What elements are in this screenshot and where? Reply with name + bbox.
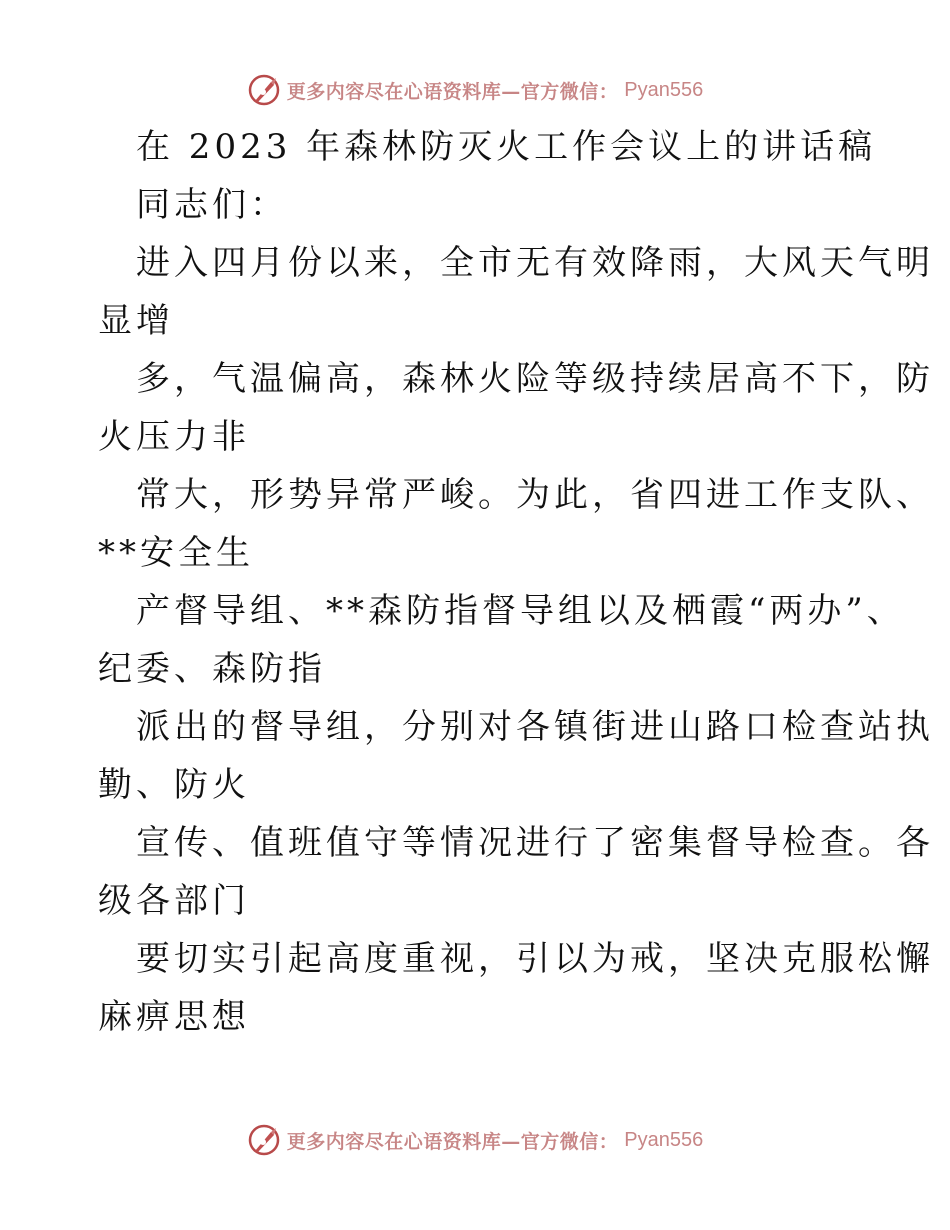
footer-banner-wechat-id: Pyan556 xyxy=(624,1128,704,1151)
paragraph-line: 派出的督导组，分别对各镇街进山路口检查站执 xyxy=(136,707,934,747)
paragraph-line: 显增 xyxy=(98,301,174,341)
paragraph-line: 麻痹思想 xyxy=(98,997,250,1037)
quill-logo-icon xyxy=(247,1123,281,1157)
paragraph-line: 宣传、值班值守等情况进行了密集督导检查。各 xyxy=(136,823,934,863)
document-body xyxy=(98,118,934,1046)
paragraph-line: 火压力非 xyxy=(98,417,250,457)
paragraph-line: 进入四月份以来，全市无有效降雨，大风天气明 xyxy=(136,243,934,283)
quill-logo-icon xyxy=(247,73,281,107)
paragraph-line: 勤、防火 xyxy=(98,765,250,805)
header-banner-wechat-id: Pyan556 xyxy=(624,78,704,101)
paragraph-line: 纪委、森防指 xyxy=(98,649,326,689)
header-banner-text: 更多内容尽在心语资料库—官方微信： xyxy=(286,80,619,103)
paragraph-line: **安全生 xyxy=(98,533,254,573)
paragraph-line: 常大，形势异常严峻。为此，省四进工作支队、 xyxy=(136,475,934,515)
header-banner xyxy=(0,70,950,110)
paragraph-line: 级各部门 xyxy=(98,881,250,921)
paragraph-line: 要切实引起高度重视，引以为戒，坚决克服松懈 xyxy=(136,939,934,979)
footer-banner xyxy=(0,1120,950,1160)
salutation: 同志们： xyxy=(136,185,288,225)
document-title: 在 2023 年森林防灭火工作会议上的讲话稿 xyxy=(136,127,877,167)
paragraph-line: 多，气温偏高，森林火险等级持续居高不下，防 xyxy=(136,359,934,399)
paragraph-line: 产督导组、**森防指督导组以及栖霞“两办”、 xyxy=(136,591,905,631)
footer-banner-text: 更多内容尽在心语资料库—官方微信： xyxy=(286,1130,619,1153)
